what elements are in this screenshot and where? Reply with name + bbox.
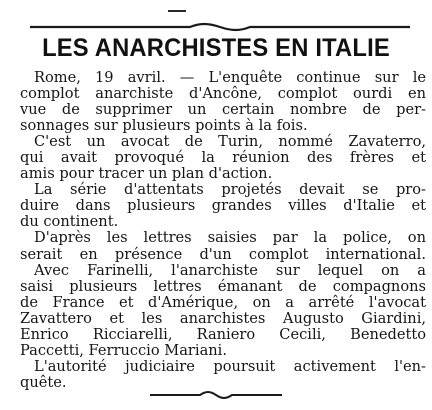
article-line: Avec Farinelli, l'anarchiste sur lequel on a (34, 261, 426, 279)
article-line: duire dans plusieurs grandes villes d'Italie et (20, 197, 426, 215)
article-line: qui avait provoqué la réunion des frères et (20, 149, 426, 167)
article-line: vue de supprimer un certain nombre de per- (20, 101, 426, 119)
article-line: D'après les lettres saisies par la police, on (34, 229, 426, 247)
article-line: Enrico Ricciarelli, Raniero Cecili, Benedetto (20, 325, 426, 343)
bottom-decorative-rule (150, 390, 282, 400)
top-dash-rule (168, 10, 186, 12)
article-line: saisi plusieurs lettres émanant de compagnons (20, 277, 426, 295)
article-body (20, 70, 426, 391)
article-line: de France et d'Amérique, on a arrêté l'avocat (20, 293, 426, 311)
article-line: Paccetti, Ferruccio Mariani. (20, 341, 227, 359)
article-line: Zavattero et les anarchistes Augusto Giardini, (20, 309, 426, 327)
article-line: L'autorité judiciaire poursuit activement l'en- (34, 357, 426, 375)
article-line: C'est un avocat de Turin, nommé Zavaterro, (34, 133, 426, 151)
article-line: complot anarchiste d'Ancône, complot ourdi en (20, 85, 426, 103)
article-line: serait en présence d'un complot international. (20, 245, 426, 263)
article-line: quête. (20, 373, 67, 391)
top-decorative-rule (30, 22, 410, 32)
article-line: La série d'attentats projetés devait se pro- (34, 181, 426, 199)
article-line: Rome, 19 avril. — L'enquête continue sur le (34, 69, 426, 86)
article-line: du continent. (20, 213, 119, 231)
headline: LES ANARCHISTES EN ITALIE (42, 34, 390, 62)
article-line: amis pour tracer un plan d'action. (20, 165, 273, 183)
article-line: sonnages sur plusieurs points à la fois. (20, 117, 308, 135)
